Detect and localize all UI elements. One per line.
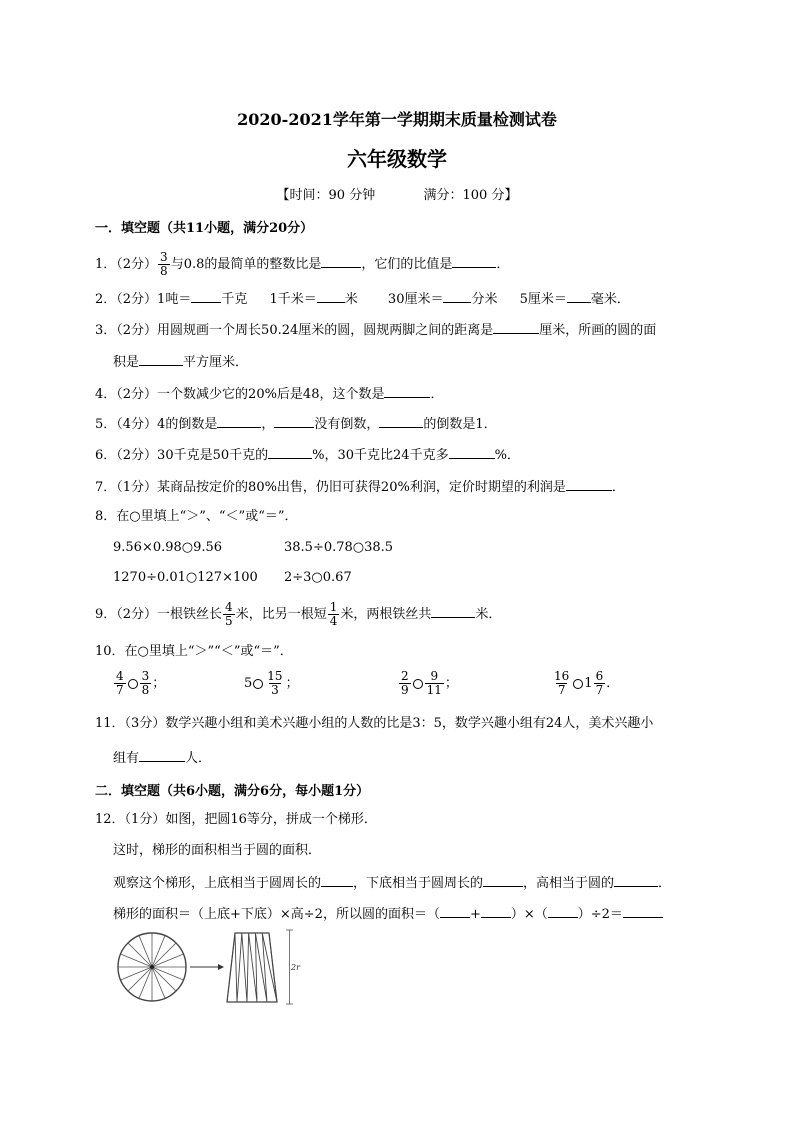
q11-text-1: 组有 (113, 751, 140, 766)
q10-i4a-num: 16 (554, 669, 570, 683)
q10-i1a-den: 7 (116, 683, 124, 697)
question-12-line-3 (113, 874, 671, 892)
q2-b2: 米 (344, 292, 358, 307)
question-9 (95, 601, 501, 628)
q2-b: 1千米＝ (269, 292, 317, 307)
section-2-title: 二．填空题（共6小题，满分6分，每小题1分） (95, 784, 370, 799)
q9-fraction-1 (223, 601, 235, 628)
q7-blank[interactable] (566, 478, 612, 491)
q3-text-2: 厘米，所画的圆的面 (539, 323, 657, 338)
q1-blank-1[interactable] (321, 255, 361, 268)
q8-item-2[interactable]: 38.5÷0.78○38.5 (284, 540, 394, 555)
question-6 (95, 446, 520, 464)
q10-i2b-den: 3 (271, 683, 279, 697)
compare-circle[interactable] (253, 679, 263, 689)
q1-text-2: ，它们的比值是 (361, 257, 453, 272)
score-info: 满分：100 分】 (423, 188, 518, 203)
subject-title: 六年级数学 (347, 147, 447, 171)
circle-to-trapezoid-figure (110, 925, 305, 1030)
q6-text-2: %，30千克比24千克多 (312, 448, 449, 463)
q12-blank-6[interactable] (548, 905, 578, 918)
q5-blank-2[interactable] (274, 415, 314, 428)
q9-f2-num: 1 (329, 600, 338, 614)
q6-text-3: %． (494, 448, 520, 463)
q5-blank-3[interactable] (379, 415, 423, 428)
q10-i4b-den: 7 (595, 683, 604, 697)
q12-blank-3[interactable] (614, 874, 658, 887)
q10-end: ． (606, 676, 620, 691)
question-8-title: 8．在○里填上“＞”、“＜”或“＝”． (95, 509, 298, 524)
q12-text-8: ）÷2＝ (577, 907, 623, 922)
q10-i4-frac-a (552, 670, 571, 697)
q11-blank[interactable] (139, 749, 185, 762)
q1-frac-num: 3 (160, 250, 168, 264)
question-3-line-1 (95, 321, 656, 339)
question-1 (95, 251, 509, 278)
q10-i4b-whole: 1 (584, 676, 593, 691)
q12-text-5: 梯形的面积＝（上底+下底）×高÷2，所以圆的面积＝（ (113, 907, 440, 922)
q12-text-2: ，下底相当于圆周长的 (353, 876, 484, 891)
q5-text-3: 没有倒数， (314, 417, 380, 432)
q1-blank-2[interactable] (452, 255, 496, 268)
q10-i3-frac-a (399, 670, 411, 697)
q12-text-7: ）×（ (510, 907, 548, 922)
compare-circle[interactable] (128, 679, 138, 689)
q3-blank-2[interactable] (139, 353, 183, 366)
compare-circle[interactable] (573, 679, 583, 689)
q9-f1-den: 5 (225, 614, 233, 628)
q11-text-2: 人． (185, 751, 212, 766)
q10-i3-frac-b (425, 670, 444, 697)
q10-item-2[interactable] (244, 670, 299, 697)
q10-i1-frac-a (114, 670, 126, 697)
q9-blank[interactable] (431, 605, 475, 618)
q2-blank-a[interactable] (191, 290, 221, 303)
question-5 (95, 415, 497, 433)
exam-meta (0, 184, 794, 203)
compare-circle[interactable] (413, 679, 423, 689)
q10-i3a-den: 9 (401, 683, 409, 697)
q1-fraction (158, 251, 170, 278)
question-11-line-1: 11．（3分）数学兴趣小组和美术兴趣小组的人数的比是3：5，数学兴趣小组有24人，美术兴趣小 (95, 716, 654, 731)
q9-text-1: 9．（2分）一根铁丝长 (95, 607, 223, 622)
question-11-line-2 (113, 749, 211, 767)
q2-blank-d[interactable] (567, 290, 591, 303)
q9-text-3: 米，两根铁丝共 (340, 607, 432, 622)
q6-text-1: 6．（2分）30千克是50千克的 (95, 448, 269, 463)
q2-a: 1吨＝ (157, 292, 192, 307)
q12-text-1: 观察这个梯形，上底相当于圆周长的 (113, 876, 322, 891)
question-12-line-4 (113, 905, 663, 923)
q2-c2: 分米 (471, 292, 498, 307)
q10-item-1[interactable] (113, 670, 165, 697)
question-7 (95, 478, 625, 496)
exam-title: 2020-2021学年第一学期期末质量检测试卷 (237, 110, 557, 129)
q5-blank-1[interactable] (217, 415, 261, 428)
q10-i3a-num: 2 (401, 669, 409, 683)
q1-text: 与0.8的最简单的整数比是 (170, 257, 322, 272)
q10-i4-frac-b (594, 670, 606, 697)
q10-item-4[interactable] (551, 670, 619, 697)
q12-blank-2[interactable] (483, 874, 523, 887)
height-label: 2r (291, 963, 300, 972)
q1-number: 1．（2分） (95, 257, 158, 272)
q9-fraction-2 (328, 601, 340, 628)
arrow-icon (190, 964, 224, 970)
q4-end: ． (430, 387, 444, 402)
q2-c: 30厘米＝ (387, 292, 444, 307)
q10-i3b-den: 11 (426, 683, 442, 697)
q12-blank-7[interactable] (623, 905, 663, 918)
q9-end: 米． (475, 607, 502, 622)
q9-f1-num: 4 (225, 600, 233, 614)
q10-i3b-num: 9 (430, 669, 439, 683)
question-12-line-1: 12．（1分）如图，把圆16等分，拼成一个梯形． (95, 812, 377, 827)
q10-sep: ； (444, 676, 458, 691)
q12-text-3: ，高相当于圆的 (523, 876, 615, 891)
q10-i1a-num: 4 (116, 669, 124, 683)
q3-text-1: 3．（2分）用圆规画一个周长50.24厘米的圆，圆规两脚之间的距离是 (95, 323, 494, 338)
q7-end: ． (611, 480, 625, 495)
q12-text-4: ． (658, 876, 672, 891)
q2-d2: 毫米． (590, 292, 630, 307)
q2-d: 5厘米＝ (519, 292, 567, 307)
q4-text: 4．（2分）一个数减少它的20%后是48，这个数是 (95, 387, 385, 402)
q2-blank-b[interactable] (317, 290, 345, 303)
q2-blank-c[interactable] (443, 290, 471, 303)
question-12-line-2: 这时，梯形的面积相当于圆的面积． (113, 843, 322, 858)
q12-blank-4[interactable] (440, 905, 470, 918)
question-2 (95, 290, 630, 308)
q10-sep: ； (285, 676, 299, 691)
time-info: 【时间：90 分钟 (276, 188, 376, 203)
q12-blank-5[interactable] (481, 905, 511, 918)
q10-item-3[interactable] (398, 670, 458, 697)
q12-text-6: + (469, 907, 481, 922)
q5-text-2: ， (261, 417, 275, 432)
q10-i2-a: 5 (244, 676, 253, 691)
q3-blank-1[interactable] (493, 321, 539, 334)
q9-f2-den: 4 (329, 614, 338, 628)
question-10-title: 10．在○里填上“＞”“＜”或“＝”． (95, 644, 293, 659)
question-4 (95, 385, 444, 403)
section-1-title: 一．填空题（共11小题，满分20分） (95, 221, 314, 236)
q1-end: ． (496, 257, 510, 272)
q8-item-1[interactable]: 9.56×0.98○9.56 (113, 540, 223, 555)
q8-item-3[interactable]: 1270÷0.01○127×100 (113, 570, 258, 585)
q5-text-4: 的倒数是1． (423, 417, 497, 432)
q2-a2: 千克 (221, 292, 248, 307)
divided-circle-icon (118, 933, 186, 1001)
q6-blank-1[interactable] (268, 446, 312, 459)
q5-text-1: 5．（4分）4的倒数是 (95, 417, 218, 432)
q10-i4b-num: 6 (595, 669, 604, 683)
trapezoid-icon (227, 933, 277, 1002)
q6-blank-2[interactable] (449, 446, 495, 459)
q10-i1b-den: 8 (141, 683, 150, 697)
q10-i1b-num: 3 (141, 669, 150, 683)
question-3-line-2 (113, 353, 248, 371)
q4-blank[interactable] (384, 385, 430, 398)
q10-i1-frac-b (140, 670, 152, 697)
q3-text-4: 平方厘米． (183, 355, 249, 370)
q12-blank-1[interactable] (321, 874, 353, 887)
q9-text-2: 米，比另一根短 (235, 607, 327, 622)
q10-i2b-num: 15 (267, 669, 283, 683)
q2-number: 2．（2分） (95, 292, 158, 307)
trapezoid-zigzag (227, 933, 277, 1002)
q1-frac-den: 8 (160, 264, 168, 278)
q10-i2-frac-b (265, 670, 284, 697)
q8-item-4[interactable]: 2÷3○0.67 (284, 570, 352, 585)
q7-text: 7．（1分）某商品按定价的80%出售，仍旧可获得20%利润，定价时期望的利润是 (95, 480, 566, 495)
q3-text-3: 积是 (113, 355, 140, 370)
q10-sep: ； (152, 676, 166, 691)
q10-i4a-den: 7 (557, 683, 566, 697)
